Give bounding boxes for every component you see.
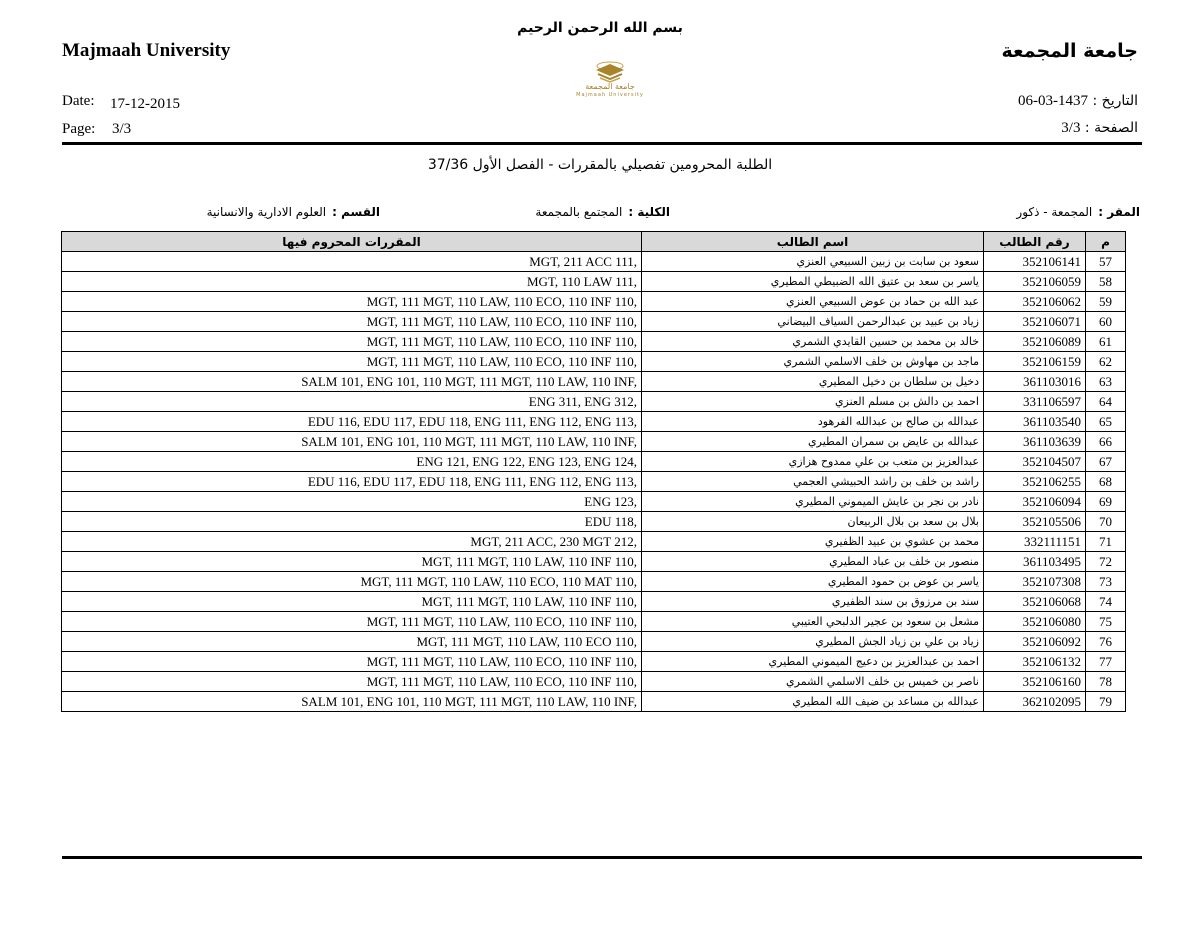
cell-row-number: 74	[1086, 592, 1126, 612]
cell-student-name: ياسر بن عوض بن حمود المطيري	[642, 572, 984, 592]
page-value-ar: 3/3	[1061, 120, 1081, 136]
cell-student-id: 352106071	[984, 312, 1086, 332]
campus-label: المقر :	[1098, 205, 1140, 219]
cell-courses: EDU 116, EDU 117, EDU 118, ENG 111, ENG 112, ENG 113,	[62, 412, 642, 432]
table-row	[62, 652, 1126, 672]
cell-courses: SALM 101, ENG 101, 110 MGT, 111 MGT, 110 LAW, 110 INF,	[62, 692, 642, 712]
table-row	[62, 552, 1126, 572]
cell-courses: MGT, 111 MGT, 110 LAW, 110 ECO, 110 INF 110,	[62, 312, 642, 332]
page-label-ar: الصفحة :	[1084, 120, 1138, 136]
cell-student-name: خالد بن محمد بن حسين القايدي الشمري	[642, 332, 984, 352]
table-row	[62, 252, 1126, 272]
cell-student-name: نادر بن نجر بن عايش الميموني المطيري	[642, 492, 984, 512]
cell-student-id: 352106068	[984, 592, 1086, 612]
cell-row-number: 77	[1086, 652, 1126, 672]
cell-student-id: 352106089	[984, 332, 1086, 352]
table-row	[62, 312, 1126, 332]
college-value: المجتمع بالمجمعة	[535, 205, 623, 219]
table-header-row	[62, 232, 1126, 252]
table-row	[62, 432, 1126, 452]
cell-courses: ENG 311, ENG 312,	[62, 392, 642, 412]
college-label: الكلية :	[628, 205, 670, 219]
cell-student-id: 352104507	[984, 452, 1086, 472]
university-name-en: Majmaah University	[62, 40, 231, 61]
date-value: 17-12-2015	[110, 96, 180, 112]
cell-courses: ENG 123,	[62, 492, 642, 512]
cell-row-number: 75	[1086, 612, 1126, 632]
cell-student-id: 362102095	[984, 692, 1086, 712]
cell-student-name: بلال بن سعد بن بلال الربيعان	[642, 512, 984, 532]
cell-student-name: دخيل بن سلطان بن دخيل المطيري	[642, 372, 984, 392]
hijri-date-row	[1018, 93, 1138, 110]
report-title: الطلبة المحرومين تفصيلي بالمقررات - الفصل الأول 37/36	[427, 157, 773, 173]
cell-row-number: 60	[1086, 312, 1126, 332]
cell-student-id: 361103016	[984, 372, 1086, 392]
column-header-courses: المقررات المحروم فيها	[62, 232, 642, 252]
table-row	[62, 372, 1126, 392]
table-row	[62, 672, 1126, 692]
table-row	[62, 492, 1126, 512]
cell-row-number: 59	[1086, 292, 1126, 312]
cell-row-number: 65	[1086, 412, 1126, 432]
cell-courses: MGT, 111 MGT, 110 LAW, 110 ECO 110,	[62, 632, 642, 652]
cell-student-name: عبد الله بن حماد بن عوض السبيعي العنزي	[642, 292, 984, 312]
table-row	[62, 592, 1126, 612]
page-label: Page:	[62, 121, 96, 137]
table-row	[62, 572, 1126, 592]
cell-row-number: 69	[1086, 492, 1126, 512]
cell-student-name: ياسر بن سعد بن عتيق الله الضبيطي المطيري	[642, 272, 984, 292]
cell-row-number: 79	[1086, 692, 1126, 712]
cell-courses: MGT, 111 MGT, 110 LAW, 110 ECO, 110 INF 110,	[62, 292, 642, 312]
cell-courses: MGT, 111 MGT, 110 LAW, 110 ECO, 110 INF 110,	[62, 352, 642, 372]
cell-row-number: 58	[1086, 272, 1126, 292]
cell-courses: SALM 101, ENG 101, 110 MGT, 111 MGT, 110 LAW, 110 INF,	[62, 432, 642, 452]
table-row	[62, 472, 1126, 492]
cell-student-name: زياد بن عبيد بن عبدالرحمن السياف البيضاني	[642, 312, 984, 332]
cell-student-id: 352106141	[984, 252, 1086, 272]
table-row	[62, 532, 1126, 552]
cell-student-name: محمد بن عشوي بن عبيد الظفيري	[642, 532, 984, 552]
page-ar-row	[1061, 120, 1138, 137]
cell-student-name: سند بن مرزوق بن سند الظفيري	[642, 592, 984, 612]
cell-student-id: 361103495	[984, 552, 1086, 572]
cell-row-number: 68	[1086, 472, 1126, 492]
table-row	[62, 272, 1126, 292]
cell-courses: MGT, 111 MGT, 110 LAW, 110 ECO, 110 MAT 110,	[62, 572, 642, 592]
cell-student-id: 352106092	[984, 632, 1086, 652]
cell-student-name: ناصر بن خميس بن خلف الاسلمي الشمري	[642, 672, 984, 692]
page-value: 3/3	[112, 121, 132, 137]
logo-text-ar: جامعة المجمعة	[585, 82, 635, 91]
cell-row-number: 64	[1086, 392, 1126, 412]
cell-courses: EDU 116, EDU 117, EDU 118, ENG 111, ENG 112, ENG 113,	[62, 472, 642, 492]
hijri-date-value: 1437-03-06	[1018, 93, 1089, 109]
cell-courses: MGT, 211 ACC, 230 MGT 212,	[62, 532, 642, 552]
cell-row-number: 78	[1086, 672, 1126, 692]
department-label: القسم :	[332, 205, 380, 219]
table-row	[62, 632, 1126, 652]
table-row	[62, 332, 1126, 352]
cell-row-number: 61	[1086, 332, 1126, 352]
filter-department	[207, 205, 380, 219]
cell-student-name: ماجد بن مهاوش بن خلف الاسلمي الشمري	[642, 352, 984, 372]
cell-student-name: عبدالعزيز بن متعب بن علي ممدوح هزازي	[642, 452, 984, 472]
cell-courses: SALM 101, ENG 101, 110 MGT, 111 MGT, 110 LAW, 110 INF,	[62, 372, 642, 392]
cell-student-name: احمد بن عبدالعزيز بن دعيج الميموني المطيري	[642, 652, 984, 672]
cell-student-id: 352106160	[984, 672, 1086, 692]
cell-student-name: عبدالله بن عايض بن سمران المطيري	[642, 432, 984, 452]
cell-student-id: 361103540	[984, 412, 1086, 432]
column-header-name: اسم الطالب	[642, 232, 984, 252]
cell-row-number: 57	[1086, 252, 1126, 272]
table-row	[62, 612, 1126, 632]
filter-campus	[1016, 205, 1140, 219]
table-row	[62, 412, 1126, 432]
cell-courses: MGT, 111 MGT, 110 LAW, 110 ECO, 110 INF 110,	[62, 612, 642, 632]
table-row	[62, 352, 1126, 372]
cell-courses: MGT, 110 LAW 111,	[62, 272, 642, 292]
header-divider	[62, 142, 1142, 145]
footer-divider	[62, 856, 1142, 859]
cell-row-number: 73	[1086, 572, 1126, 592]
cell-student-id: 352106159	[984, 352, 1086, 372]
table-row	[62, 392, 1126, 412]
column-header-id: رقم الطالب	[984, 232, 1086, 252]
cell-student-name: راشد بن خلف بن راشد الحبيشي العجمي	[642, 472, 984, 492]
cell-student-name: منصور بن خلف بن عباد المطيري	[642, 552, 984, 572]
table-row	[62, 452, 1126, 472]
cell-row-number: 62	[1086, 352, 1126, 372]
cell-student-name: زياد بن علي بن زياد الجش المطيري	[642, 632, 984, 652]
cell-courses: MGT, 111 MGT, 110 LAW, 110 INF 110,	[62, 552, 642, 572]
cell-courses: MGT, 111 MGT, 110 LAW, 110 ECO, 110 INF 110,	[62, 332, 642, 352]
filter-college	[535, 205, 670, 219]
cell-student-id: 352106255	[984, 472, 1086, 492]
cell-row-number: 72	[1086, 552, 1126, 572]
cell-row-number: 66	[1086, 432, 1126, 452]
campus-value: المجمعة - ذكور	[1016, 205, 1093, 219]
cell-courses: EDU 118,	[62, 512, 642, 532]
cell-student-name: عبدالله بن صالح بن عبدالله الفرهود	[642, 412, 984, 432]
date-label: Date:	[62, 93, 95, 109]
table-row	[62, 512, 1126, 532]
cell-student-id: 352106062	[984, 292, 1086, 312]
cell-student-name: احمد بن دالش بن مسلم العنزي	[642, 392, 984, 412]
hijri-date-label: التاريخ :	[1092, 93, 1138, 109]
cell-courses: MGT, 211 ACC 111,	[62, 252, 642, 272]
cell-student-id: 352106132	[984, 652, 1086, 672]
cell-row-number: 76	[1086, 632, 1126, 652]
cell-student-id: 332111151	[984, 532, 1086, 552]
cell-row-number: 70	[1086, 512, 1126, 532]
cell-courses: MGT, 111 MGT, 110 LAW, 110 ECO, 110 INF 110,	[62, 652, 642, 672]
university-name-ar: جامعة المجمعة	[1001, 40, 1138, 62]
cell-student-name: سعود بن سابت بن زبين السبيعي العنزي	[642, 252, 984, 272]
bismillah-heading: بسم الله الرحمن الرحيم	[517, 20, 683, 36]
table-row	[62, 292, 1126, 312]
column-header-num: م	[1086, 232, 1126, 252]
students-table	[61, 231, 1126, 712]
cell-courses: MGT, 111 MGT, 110 LAW, 110 ECO, 110 INF 110,	[62, 672, 642, 692]
cell-student-id: 331106597	[984, 392, 1086, 412]
cell-row-number: 71	[1086, 532, 1126, 552]
cell-student-name: مشعل بن سعود بن عجير الدلبحي العتيبي	[642, 612, 984, 632]
cell-student-id: 352107308	[984, 572, 1086, 592]
cell-row-number: 63	[1086, 372, 1126, 392]
cell-courses: ENG 121, ENG 122, ENG 123, ENG 124,	[62, 452, 642, 472]
department-value: العلوم الادارية والانسانية	[206, 205, 327, 219]
cell-courses: MGT, 111 MGT, 110 LAW, 110 INF 110,	[62, 592, 642, 612]
logo-text-en: Majmaah University	[576, 92, 644, 98]
cell-student-id: 352106080	[984, 612, 1086, 632]
cell-student-id: 352106059	[984, 272, 1086, 292]
cell-student-name: عبدالله بن مساعد بن ضيف الله المطيري	[642, 692, 984, 712]
table-row	[62, 692, 1126, 712]
cell-student-id: 361103639	[984, 432, 1086, 452]
cell-row-number: 67	[1086, 452, 1126, 472]
cell-student-id: 352106094	[984, 492, 1086, 512]
cell-student-id: 352105506	[984, 512, 1086, 532]
